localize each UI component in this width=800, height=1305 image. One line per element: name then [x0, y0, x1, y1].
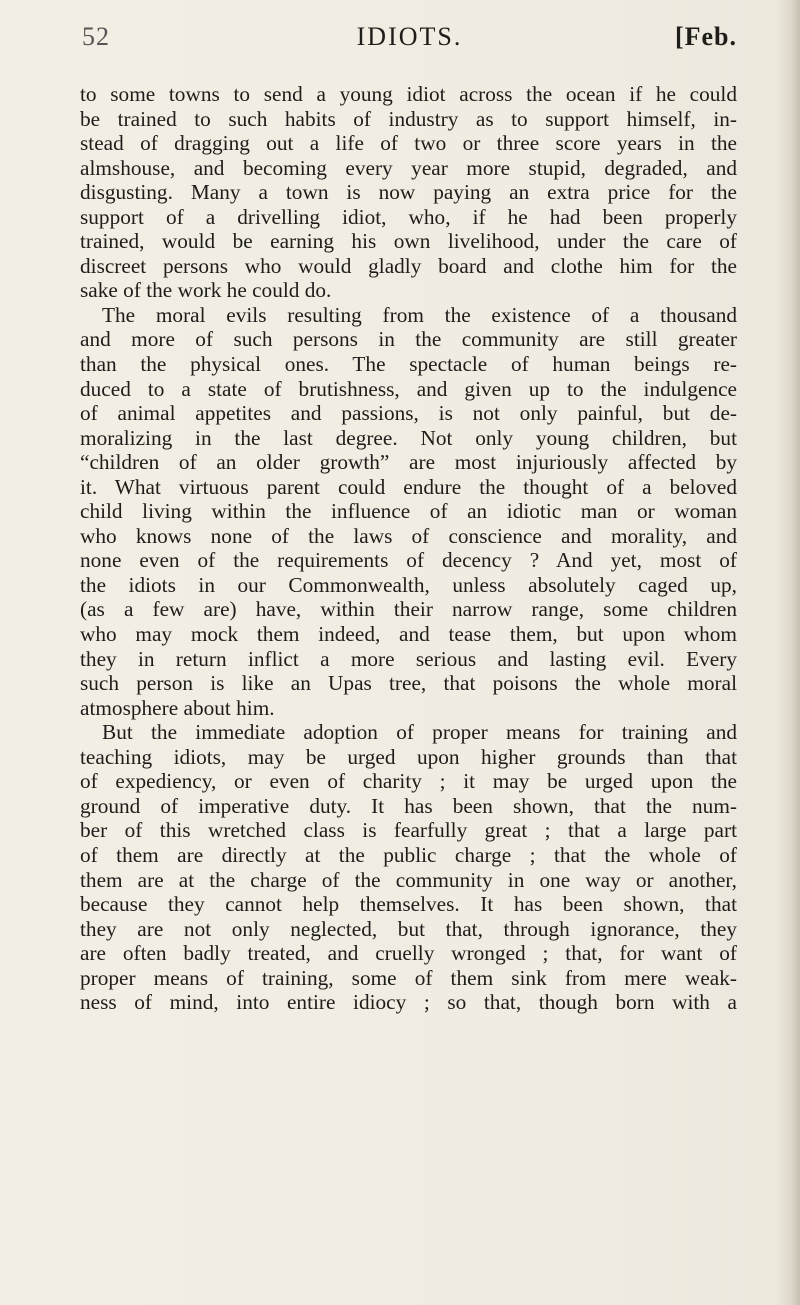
text-line: “children of an older growth” are most injuriously affected by: [80, 450, 737, 475]
text-line: trained, would be earning his own livelihood, under the care of: [80, 229, 737, 254]
text-line: than the physical ones. The spectacle of human beings re-: [80, 352, 737, 377]
text-line: moralizing in the last degree. Not only young children, but: [80, 425, 737, 450]
text-line: teaching idiots, may be urged upon higher grounds than that: [80, 744, 737, 769]
text-line: none even of the requirements of decency ? And yet, most of: [80, 548, 737, 573]
text-line: it. What virtuous parent could endure the thought of a beloved: [80, 474, 737, 499]
text-line: of animal appetites and passions, is not only painful, but de-: [80, 401, 737, 426]
text-line: atmosphere about him.: [80, 695, 275, 720]
running-title: IDIOTS.: [356, 22, 463, 51]
text-line: sake of the work he could do.: [80, 278, 332, 303]
text-line: disgusting. Many a town is now paying an extra price for the: [80, 180, 737, 205]
text-line: proper means of training, some of them sink from mere weak-: [80, 965, 737, 990]
text-line: to some towns to send a young idiot across the ocean if he could: [80, 82, 737, 106]
text-line: and more of such persons in the community are still greater: [80, 327, 737, 352]
text-line: of expediency, or even of charity ; it may be urged upon the: [80, 769, 737, 794]
page-edge-shadow: [778, 0, 800, 1305]
text-line: the idiots in our Commonwealth, unless absolutely caged up,: [80, 572, 737, 597]
text-line: they are not only neglected, but that, through ignorance, they: [80, 916, 737, 941]
text-line: ber of this wretched class is fearfully great ; that a large part: [80, 818, 737, 843]
text-line: The moral evils resulting from the existence of a thousand: [102, 302, 737, 327]
text-line: who knows none of the laws of conscience and morality, and: [80, 523, 737, 548]
text-line: them are at the charge of the community in one way or another,: [80, 867, 737, 892]
page-number: 52: [82, 22, 110, 51]
text-line: of them are directly at the public charge ; that the whole of: [80, 842, 737, 867]
text-line: stead of dragging out a life of two or three score years in the: [80, 131, 737, 156]
header-month: [Feb.: [674, 22, 737, 51]
body-text: [80, 82, 737, 1015]
text-line: such person is like an Upas tree, that poisons the whole moral: [80, 671, 737, 696]
text-line: child living within the influence of an idiotic man or woman: [80, 499, 737, 524]
text-line: because they cannot help themselves. It has been shown, that: [80, 892, 737, 917]
text-line: ground of imperative duty. It has been shown, that the num-: [80, 793, 737, 818]
text-line: support of a drivelling idiot, who, if he had been properly: [80, 204, 737, 229]
text-line: they in return inflict a more serious and lasting evil. Every: [80, 646, 737, 671]
running-header: [82, 22, 737, 56]
text-line: almshouse, and becoming every year more stupid, degraded, and: [80, 155, 737, 180]
text-line: be trained to such habits of industry as to support himself, in-: [80, 106, 737, 131]
text-line: who may mock them indeed, and tease them, but upon whom: [80, 622, 737, 647]
text-line: (as a few are) have, within their narrow range, some children: [80, 597, 737, 622]
text-line: are often badly treated, and cruelly wronged ; that, for want of: [80, 941, 737, 966]
text-line: duced to a state of brutishness, and given up to the indulgence: [80, 376, 737, 401]
text-line: But the immediate adoption of proper means for training and: [102, 720, 737, 745]
text-line: ness of mind, into entire idiocy ; so that, though born with a: [80, 990, 737, 1015]
text-line: discreet persons who would gladly board and clothe him for the: [80, 253, 737, 278]
